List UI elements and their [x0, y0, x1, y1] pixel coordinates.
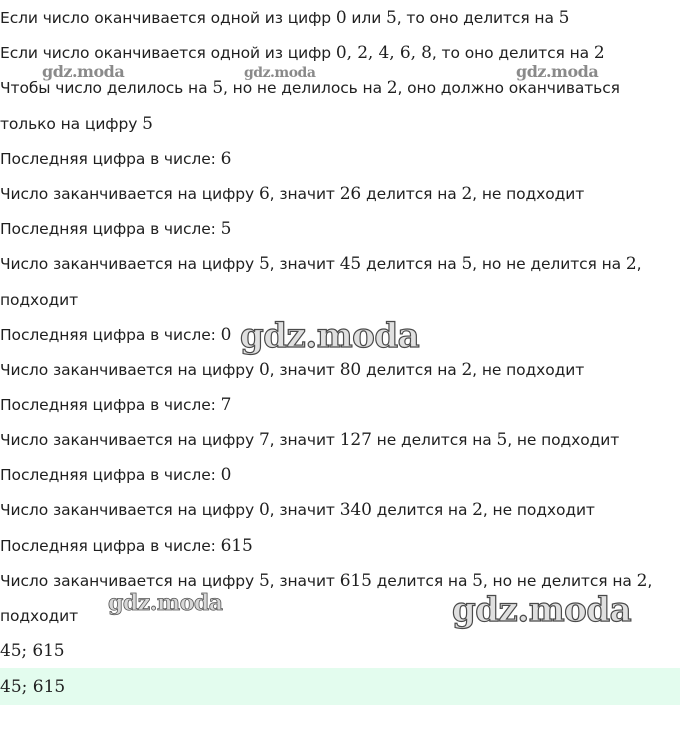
text-segment: только на цифру — [0, 115, 143, 133]
math-value: 5 — [461, 254, 473, 274]
math-value: 6 — [220, 149, 232, 169]
math-value: 5 — [472, 571, 483, 591]
text-segment: или — [346, 9, 387, 27]
text-segment: делится на — [361, 185, 462, 203]
answer-text: 45; 615 — [0, 677, 66, 697]
text-segment: Последняя цифра в числе: — [0, 150, 221, 168]
text-segment: Последняя цифра в числе: — [0, 220, 221, 238]
text-segment: Последняя цифра в числе: — [0, 396, 221, 414]
text-segment: , оно должно оканчиваться — [397, 79, 620, 97]
math-value: 5 — [212, 78, 224, 98]
text-segment: Последняя цифра в числе: — [0, 537, 221, 555]
math-value: 80 — [339, 360, 362, 380]
text-segment: Число заканчивается на цифру — [0, 185, 259, 203]
text-segment: Если число оканчивается одной из цифр — [0, 9, 336, 27]
math-value: 0 — [335, 8, 347, 28]
text-segment: делится на — [371, 572, 473, 590]
text-line — [0, 536, 253, 556]
math-value: 5 — [386, 8, 397, 28]
text-line — [0, 254, 641, 274]
text-line — [0, 606, 78, 626]
math-value: 2 — [636, 571, 648, 591]
text-line — [0, 184, 584, 204]
text-segment: , значит — [269, 501, 340, 519]
text-segment: Число заканчивается на цифру — [0, 501, 259, 519]
math-value: 0 — [258, 500, 270, 520]
math-value: 615 — [339, 571, 372, 591]
math-value: 0 — [258, 360, 270, 380]
math-value: 2 — [386, 78, 398, 98]
math-value: 127 — [339, 430, 372, 450]
text-segment: , значит — [269, 431, 340, 449]
text-segment: , значит — [269, 185, 340, 203]
watermark-logo: gdz.moda — [516, 62, 599, 81]
text-segment: , не подходит — [472, 185, 585, 203]
math-value: 2 — [625, 254, 637, 274]
text-segment: подходит — [0, 607, 79, 625]
text-segment: Число заканчивается на цифру — [0, 572, 259, 590]
text-line — [0, 114, 153, 134]
math-value: 5 — [258, 571, 270, 591]
math-value: 45 — [339, 254, 362, 274]
text-line — [0, 43, 605, 63]
math-value: 0 — [220, 325, 232, 345]
math-value: 5 — [142, 114, 153, 134]
text-segment: , но не делится на — [472, 255, 626, 273]
text-segment: , не подходит — [507, 431, 620, 449]
text-line — [0, 8, 569, 28]
text-segment: Последняя цифра в числе: — [0, 466, 221, 484]
text-line — [0, 78, 620, 98]
text-line — [0, 571, 652, 591]
watermark-logo: gdz.moda — [452, 590, 632, 630]
text-segment: делится на — [361, 361, 462, 379]
text-line — [0, 465, 231, 485]
text-segment: делится на — [361, 255, 462, 273]
text-segment: , не подходит — [472, 361, 585, 379]
text-line — [0, 149, 231, 169]
math-value: 5 — [558, 8, 570, 28]
watermark-logo: gdz.moda — [244, 65, 316, 81]
text-segment: не делится на — [371, 431, 497, 449]
math-value: 6 — [258, 184, 270, 204]
text-segment: Чтобы число делилось на — [0, 79, 213, 97]
watermark-logo: gdz.moda — [108, 590, 223, 616]
answer-highlight-box — [0, 668, 680, 705]
text-segment: , не подходит — [482, 501, 595, 519]
text-segment: подходит — [0, 291, 79, 309]
math-value: 5 — [496, 430, 508, 450]
text-segment: , — [636, 255, 642, 273]
text-segment: , значит — [269, 361, 340, 379]
text-segment: Число заканчивается на цифру — [0, 361, 259, 379]
math-value: 340 — [339, 500, 372, 520]
math-value: 0, 2, 4, 6, 8 — [335, 43, 432, 63]
text-line — [0, 325, 231, 345]
text-segment: , — [647, 572, 653, 590]
math-value: 26 — [339, 184, 362, 204]
text-segment: Число заканчивается на цифру — [0, 431, 259, 449]
math-value: 2 — [461, 360, 473, 380]
text-segment: Если число оканчивается одной из цифр — [0, 44, 336, 62]
text-segment: , значит — [269, 572, 340, 590]
watermark-logo: gdz.moda — [42, 62, 125, 81]
math-value: 2 — [593, 43, 605, 63]
text-segment: Число заканчивается на цифру — [0, 255, 259, 273]
math-value: 0 — [220, 465, 232, 485]
text-line — [0, 395, 231, 415]
text-line — [0, 641, 65, 661]
text-segment: , но не делится на — [482, 572, 637, 590]
text-segment: Последняя цифра в числе: — [0, 326, 221, 344]
math-value: 5 — [220, 219, 232, 239]
math-value: 7 — [220, 395, 232, 415]
text-line — [0, 219, 231, 239]
math-value: 7 — [258, 430, 270, 450]
text-line — [0, 500, 595, 520]
text-line — [0, 290, 78, 310]
math-value: 2 — [461, 184, 473, 204]
math-value: 5 — [258, 254, 270, 274]
text-segment: , но не делилось на — [223, 79, 387, 97]
math-value: 45; 615 — [0, 641, 65, 661]
watermark-logo: gdz.moda — [240, 316, 420, 356]
text-segment: , то оно делится на — [396, 9, 559, 27]
text-segment: , то оно делится на — [431, 44, 594, 62]
text-line — [0, 360, 584, 380]
text-segment: , значит — [269, 255, 340, 273]
text-segment: делится на — [371, 501, 473, 519]
text-line — [0, 430, 619, 450]
math-value: 2 — [472, 500, 483, 520]
math-value: 615 — [220, 536, 253, 556]
